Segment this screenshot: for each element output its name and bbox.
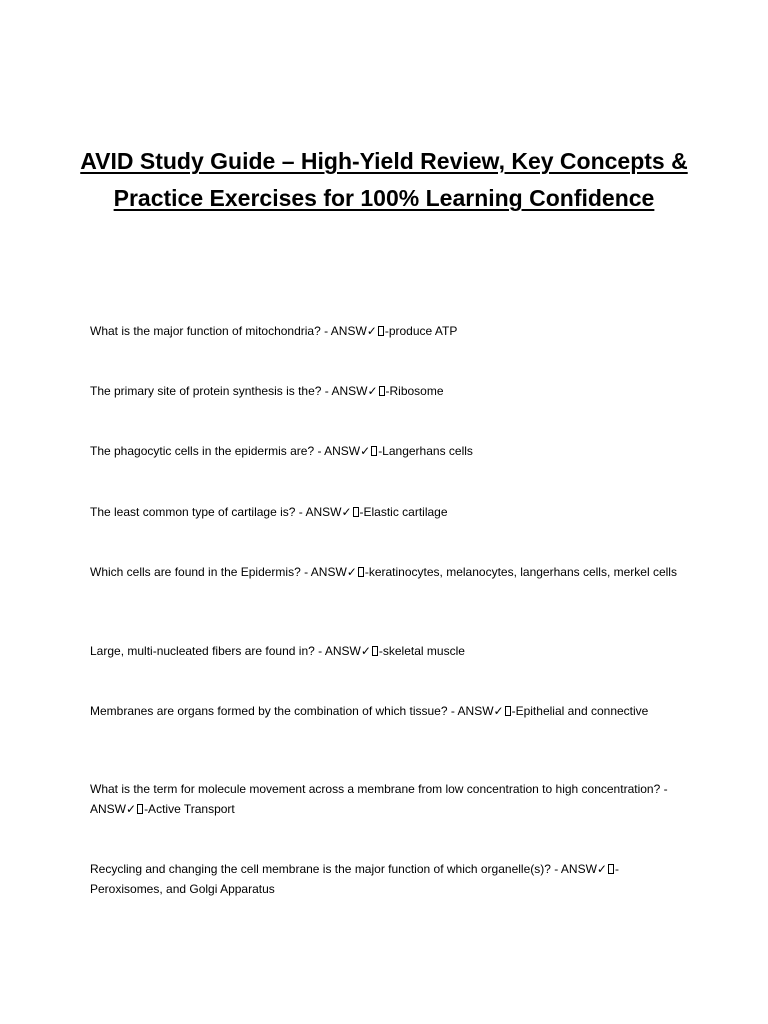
missing-glyph-box-icon: [505, 706, 511, 716]
answer-text: -Langerhans cells: [378, 444, 473, 458]
checkmark-icon: ✓: [360, 644, 371, 658]
qa-item: [90, 563, 680, 583]
missing-glyph-box-icon: [358, 567, 364, 577]
missing-glyph-box-icon: [608, 864, 614, 874]
qa-item: [90, 702, 680, 722]
answer-prefix: ANSW: [90, 801, 126, 816]
qa-item: [90, 780, 680, 819]
question-text: Membranes are organs formed by the combination of which tissue? -: [90, 704, 458, 718]
answer-text: -skeletal muscle: [378, 644, 465, 658]
question-text: What is the major function of mitochondria? -: [90, 324, 331, 338]
answer-text: -Elastic cartilage: [359, 505, 448, 519]
missing-glyph-box-icon: [353, 507, 359, 517]
checkmark-icon: ✓: [126, 801, 137, 816]
qa-item: [90, 503, 680, 523]
answer-prefix: ANSW: [560, 862, 597, 876]
answer-text: -Active Transport: [144, 801, 235, 816]
checkmark-icon: ✓: [346, 565, 357, 579]
answer-prefix: ANSW: [330, 324, 367, 338]
question-text: Which cells are found in the Epidermis? -: [90, 565, 311, 579]
answer-prefix: ANSW: [324, 444, 361, 458]
qa-item: [90, 382, 680, 402]
answer-prefix: ANSW: [305, 505, 342, 519]
answer-prefix: ANSW: [310, 565, 347, 579]
answer-text: -Ribosome: [385, 384, 444, 398]
qa-item: [90, 322, 680, 342]
question-text: Large, multi-nucleated fibers are found in? -: [90, 644, 325, 658]
document-title: AVID Study Guide – High-Yield Review, Key Concepts & Practice Exercises for 100% Learning Confidence: [80, 148, 688, 211]
question-text: What is the term for molecule movement across a membrane from low concentration to high concentration? -: [90, 782, 668, 796]
answer-text: -Epithelial and connective: [511, 704, 649, 718]
question-text: Recycling and changing the cell membrane is the major function of which organelle(s)? -: [90, 862, 561, 876]
answer-text: -produce ATP: [384, 324, 458, 338]
checkmark-icon: ✓: [493, 704, 504, 718]
question-text: The least common type of cartilage is? -: [90, 505, 306, 519]
question-text: The phagocytic cells in the epidermis are? -: [90, 444, 325, 458]
checkmark-icon: ✓: [596, 862, 607, 876]
answer-prefix: ANSW: [457, 704, 494, 718]
qa-item: [90, 642, 680, 662]
answer-text: -keratinocytes, melanocytes, langerhans cells, merkel cells: [364, 565, 677, 579]
missing-glyph-box-icon: [379, 386, 385, 396]
missing-glyph-box-icon: [372, 646, 378, 656]
missing-glyph-box-icon: [137, 804, 143, 814]
missing-glyph-box-icon: [378, 326, 384, 336]
checkmark-icon: ✓: [360, 444, 371, 458]
missing-glyph-box-icon: [371, 446, 377, 456]
answer-prefix: ANSW: [324, 644, 361, 658]
qa-item: [90, 860, 680, 899]
qa-item: [90, 442, 680, 462]
checkmark-icon: ✓: [366, 324, 377, 338]
question-text: The primary site of protein synthesis is the? -: [90, 384, 332, 398]
answer-text: - Peroxisomes, and Golgi Apparatus: [90, 862, 619, 896]
checkmark-icon: ✓: [341, 505, 352, 519]
answer-prefix: ANSW: [331, 384, 368, 398]
checkmark-icon: ✓: [367, 384, 378, 398]
